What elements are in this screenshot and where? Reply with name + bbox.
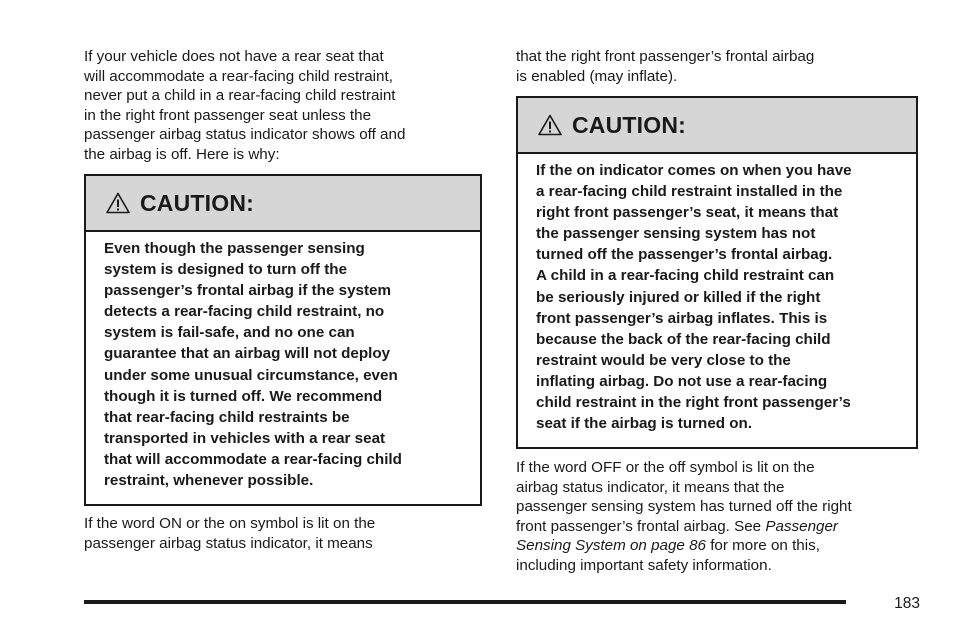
text-line: that the right front passenger’s frontal airbag: [516, 48, 815, 65]
footer-rule: [84, 600, 846, 604]
text-line: airbag status indicator, it means that the: [516, 478, 785, 496]
text-line: child restraint in the right front passenger’s: [536, 394, 851, 412]
text-line: is enabled (may inflate).: [516, 67, 678, 85]
caution-header: [86, 176, 480, 232]
text-line: seat if the airbag is turned on.: [536, 415, 753, 433]
right-intro-paragraph: [516, 47, 918, 86]
caution-title: CAUTION:: [572, 112, 687, 138]
text-line: restraint would be very close to the: [536, 351, 791, 369]
text-line: that rear-facing child restraints be: [104, 408, 350, 426]
text-line: be seriously injured or killed if the right: [536, 288, 821, 306]
caution-body: [104, 238, 468, 491]
left-outro-paragraph: [84, 514, 486, 553]
caution-box-left: [84, 174, 482, 506]
text-line: [516, 536, 918, 556]
text-line: If the word OFF or the off symbol is lit on the: [516, 459, 815, 476]
warning-triangle-icon: [538, 114, 562, 136]
text-line: in the right front passenger seat unless the: [84, 106, 372, 124]
text-line: system is fail-safe, and no one can: [104, 324, 355, 342]
caution-box-right: [516, 96, 918, 449]
text-line: though it is turned off. We recommend: [104, 387, 383, 405]
caution-title: CAUTION:: [140, 190, 255, 216]
text-line: Even though the passenger sensing: [104, 240, 365, 257]
right-outro-paragraph: [516, 458, 918, 576]
caution-header: [518, 98, 916, 154]
text-line: [516, 517, 918, 537]
text-line: restraint, whenever possible.: [104, 472, 314, 490]
text-line: passenger airbag status indicator, it means: [84, 534, 373, 552]
text-line: If your vehicle does not have a rear seat that: [84, 48, 384, 65]
text-line: front passenger’s airbag inflates. This is: [536, 309, 828, 327]
cross-reference-link[interactable]: Sensing System on page 86: [516, 537, 706, 555]
text-line: passenger airbag status indicator shows off and: [84, 126, 406, 144]
page-number: 183: [894, 595, 920, 612]
text-line: under some unusual circumstance, even: [104, 366, 398, 384]
text-segment: front passenger’s frontal airbag. See: [516, 517, 762, 535]
warning-triangle-icon: [106, 192, 130, 214]
text-line: A child in a rear-facing child restraint can: [536, 267, 835, 285]
cross-reference-link[interactable]: Passenger: [765, 517, 838, 535]
text-line: because the back of the rear-facing child: [536, 330, 831, 348]
text-line: the passenger sensing system has not: [536, 225, 816, 243]
text-line: never put a child in a rear-facing child restraint: [84, 87, 396, 105]
text-line: passenger sensing system has turned off the right: [516, 498, 852, 516]
text-line: including important safety information.: [516, 556, 772, 574]
left-intro-paragraph: [84, 47, 486, 165]
text-line: the airbag is off. Here is why:: [84, 145, 280, 163]
text-line: If the on indicator comes on when you have: [536, 162, 852, 179]
text-line: If the word ON or the on symbol is lit on the: [84, 515, 376, 532]
text-line: inflating airbag. Do not use a rear-facing: [536, 372, 828, 390]
text-line: passenger’s frontal airbag if the system: [104, 282, 391, 300]
text-line: detects a rear-facing child restraint, no: [104, 303, 385, 321]
text-line: right front passenger’s seat, it means that: [536, 204, 839, 222]
text-line: will accommodate a rear-facing child restraint,: [84, 67, 393, 85]
text-line: system is designed to turn off the: [104, 261, 348, 279]
text-line: that will accommodate a rear-facing child: [104, 450, 402, 468]
text-line: transported in vehicles with a rear seat: [104, 429, 386, 447]
text-segment: for more on this,: [705, 537, 820, 555]
text-line: a rear-facing child restraint installed in the: [536, 183, 843, 201]
text-line: turned off the passenger’s frontal airbag.: [536, 246, 833, 264]
text-line: guarantee that an airbag will not deploy: [104, 345, 391, 363]
caution-body: [536, 160, 904, 434]
